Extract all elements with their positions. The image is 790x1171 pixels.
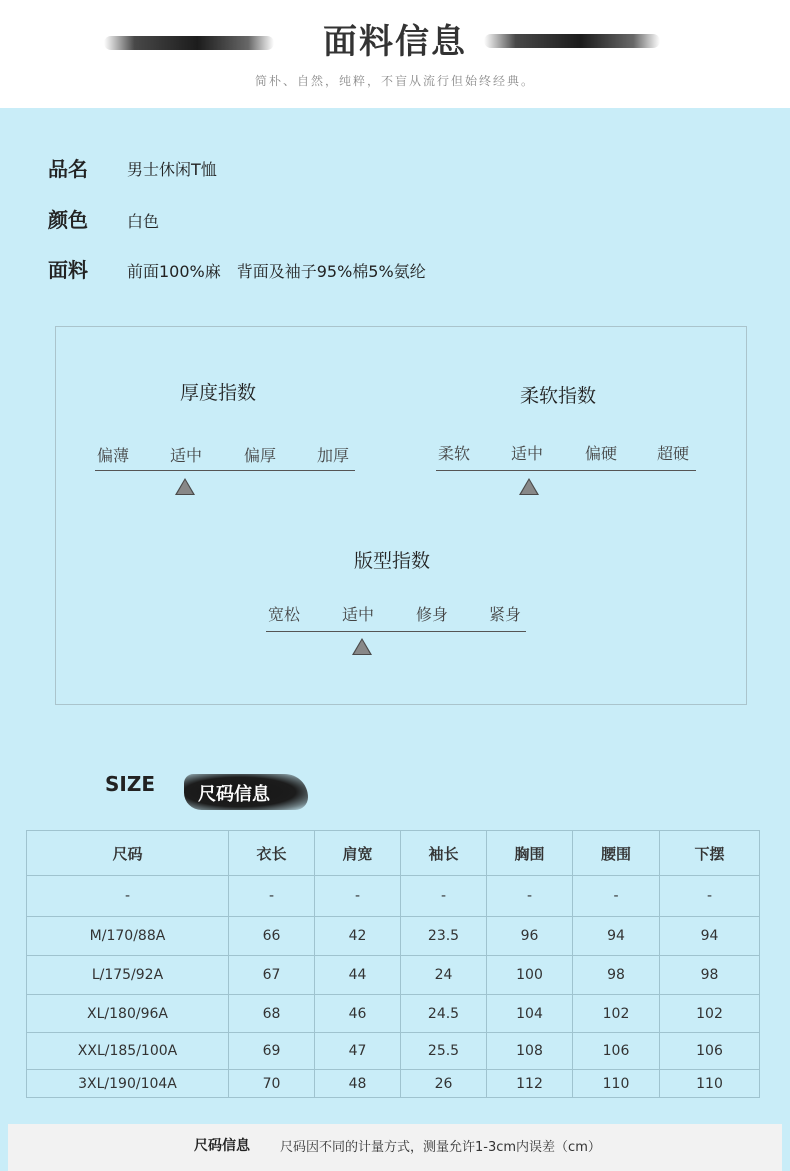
table-row bbox=[27, 956, 760, 995]
table-cell: 98 bbox=[573, 956, 660, 995]
footnote-text: 尺码因不同的计量方式，测量允许1-3cm内误差（cm） bbox=[280, 1140, 601, 1155]
table-cell: 100 bbox=[487, 956, 573, 995]
column-header: 衣长 bbox=[229, 831, 315, 876]
table-row bbox=[27, 917, 760, 956]
thickness-index-title: 厚度指数 bbox=[180, 382, 257, 404]
table-cell: 96 bbox=[487, 917, 573, 956]
table-cell: 44 bbox=[315, 956, 401, 995]
table-cell: XL/180/96A bbox=[27, 995, 229, 1033]
slogan: 简朴、自然，纯粹，不盲从流行但始终经典。 bbox=[254, 74, 535, 88]
table-cell: 46 bbox=[315, 995, 401, 1033]
softness-index-title: 柔软指数 bbox=[520, 385, 597, 407]
softness-marker-icon bbox=[519, 478, 539, 495]
column-header: 袖长 bbox=[401, 831, 487, 876]
fit-option: 紧身 bbox=[489, 605, 522, 624]
table-cell: 69 bbox=[229, 1033, 315, 1070]
fit-option: 宽松 bbox=[268, 605, 301, 624]
table-cell: - bbox=[487, 876, 573, 917]
table-cell: 66 bbox=[229, 917, 315, 956]
color-label: 颜色 bbox=[48, 208, 88, 232]
fit-option: 适中 bbox=[342, 605, 375, 624]
column-header: 尺码 bbox=[27, 831, 229, 876]
product-name-value: 男士休闲T恤 bbox=[127, 160, 217, 179]
softness-option: 柔软 bbox=[438, 444, 471, 463]
size-info-badge bbox=[184, 774, 308, 810]
size-info-badge-label: 尺码信息 bbox=[198, 784, 270, 805]
thickness-marker-icon bbox=[175, 478, 195, 495]
size-table-header-row bbox=[27, 831, 760, 876]
header-band bbox=[0, 0, 790, 108]
column-header: 下摆 bbox=[660, 831, 760, 876]
column-header: 胸围 bbox=[487, 831, 573, 876]
thickness-scale-line bbox=[95, 470, 355, 471]
table-row bbox=[27, 1033, 760, 1070]
table-cell: 102 bbox=[660, 995, 760, 1033]
table-cell: 102 bbox=[573, 995, 660, 1033]
table-cell: 106 bbox=[573, 1033, 660, 1070]
table-cell: 67 bbox=[229, 956, 315, 995]
fit-index-title: 版型指数 bbox=[354, 550, 431, 572]
color-value: 白色 bbox=[127, 212, 160, 231]
size-footnote-bar bbox=[8, 1124, 782, 1171]
fabric-value: 前面100%麻 背面及袖子95%棉5%氨纶 bbox=[127, 262, 426, 281]
thickness-option: 适中 bbox=[170, 446, 203, 465]
table-cell: 98 bbox=[660, 956, 760, 995]
table-cell: 108 bbox=[487, 1033, 573, 1070]
table-cell: 94 bbox=[573, 917, 660, 956]
table-cell: 25.5 bbox=[401, 1033, 487, 1070]
thickness-option: 加厚 bbox=[317, 446, 350, 465]
table-row bbox=[27, 876, 760, 917]
column-header: 肩宽 bbox=[315, 831, 401, 876]
fit-marker-icon bbox=[352, 638, 372, 655]
table-row bbox=[27, 995, 760, 1033]
softness-scale-line bbox=[436, 470, 696, 471]
size-heading: SIZE bbox=[105, 772, 156, 796]
softness-option: 偏硬 bbox=[585, 444, 618, 463]
fit-scale-line bbox=[266, 631, 526, 632]
table-cell: XXL/185/100A bbox=[27, 1033, 229, 1070]
fabric-index-panel bbox=[55, 326, 747, 705]
table-cell: 48 bbox=[315, 1070, 401, 1098]
table-cell: 23.5 bbox=[401, 917, 487, 956]
table-cell: 110 bbox=[573, 1070, 660, 1098]
table-cell: 26 bbox=[401, 1070, 487, 1098]
table-cell: 24 bbox=[401, 956, 487, 995]
table-cell: - bbox=[401, 876, 487, 917]
thickness-option: 偏薄 bbox=[97, 446, 130, 465]
table-cell: - bbox=[229, 876, 315, 917]
table-cell: 112 bbox=[487, 1070, 573, 1098]
table-cell: 94 bbox=[660, 917, 760, 956]
table-cell: L/175/92A bbox=[27, 956, 229, 995]
softness-option: 适中 bbox=[511, 444, 544, 463]
footnote-label: 尺码信息 bbox=[194, 1138, 250, 1154]
column-header: 腰围 bbox=[573, 831, 660, 876]
table-cell: 106 bbox=[660, 1033, 760, 1070]
table-cell: 3XL/190/104A bbox=[27, 1070, 229, 1098]
table-cell: 70 bbox=[229, 1070, 315, 1098]
size-table bbox=[26, 830, 760, 1098]
table-cell: - bbox=[315, 876, 401, 917]
product-name-label: 品名 bbox=[48, 157, 88, 181]
table-cell: 104 bbox=[487, 995, 573, 1033]
table-cell: - bbox=[27, 876, 229, 917]
table-cell: - bbox=[660, 876, 760, 917]
table-cell: M/170/88A bbox=[27, 917, 229, 956]
table-cell: 68 bbox=[229, 995, 315, 1033]
softness-option: 超硬 bbox=[657, 444, 690, 463]
page-title: 面料信息 bbox=[323, 22, 467, 62]
thickness-option: 偏厚 bbox=[244, 446, 277, 465]
table-cell: 110 bbox=[660, 1070, 760, 1098]
table-cell: - bbox=[573, 876, 660, 917]
table-row bbox=[27, 1070, 760, 1098]
fit-option: 修身 bbox=[416, 605, 449, 624]
table-cell: 47 bbox=[315, 1033, 401, 1070]
fabric-label: 面料 bbox=[48, 258, 88, 282]
table-cell: 24.5 bbox=[401, 995, 487, 1033]
table-cell: 42 bbox=[315, 917, 401, 956]
